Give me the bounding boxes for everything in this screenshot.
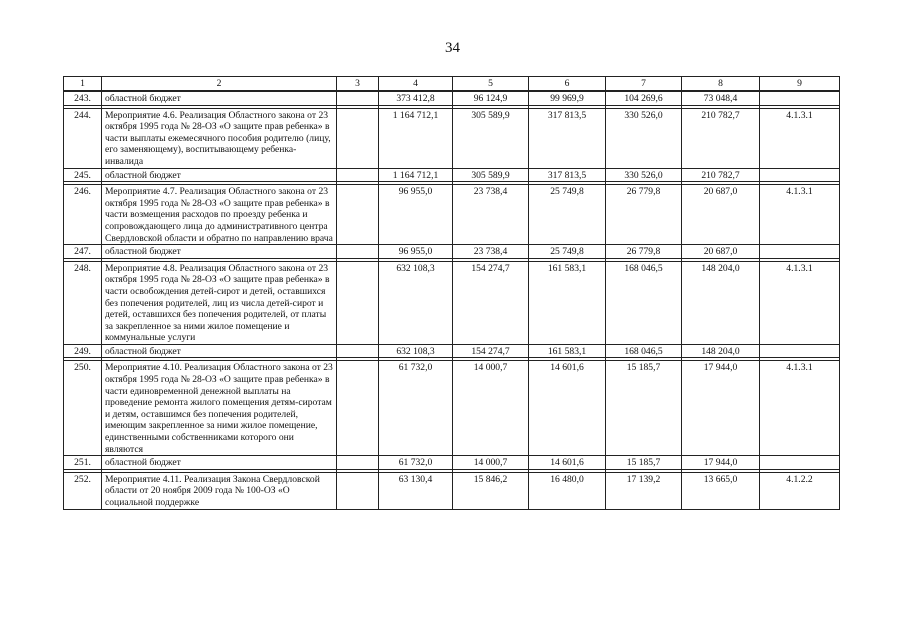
header-cell: 7 — [606, 77, 682, 92]
row-number: 247. — [64, 245, 102, 259]
row-total: 632 108,3 — [379, 344, 453, 358]
row-col3 — [337, 108, 379, 168]
header-cell: 3 — [337, 77, 379, 92]
table-row — [64, 361, 840, 456]
row-value-col5: 14 000,7 — [453, 361, 529, 456]
row-value-col5: 14 000,7 — [453, 456, 529, 470]
row-value-col8: 13 665,0 — [682, 472, 760, 509]
header-cell: 8 — [682, 77, 760, 92]
row-value-col5: 15 846,2 — [453, 472, 529, 509]
row-value-col7: 168 046,5 — [606, 261, 682, 344]
header-cell: 2 — [102, 77, 337, 92]
row-description: областной бюджет — [102, 456, 337, 470]
row-value-col8: 148 204,0 — [682, 261, 760, 344]
header-row — [64, 77, 840, 92]
row-target-code: 4.1.3.1 — [760, 361, 840, 456]
row-number: 252. — [64, 472, 102, 509]
row-total: 61 732,0 — [379, 361, 453, 456]
header-cell: 5 — [453, 77, 529, 92]
row-value-col6: 14 601,6 — [529, 456, 606, 470]
header-cell: 9 — [760, 77, 840, 92]
row-value-col5: 154 274,7 — [453, 344, 529, 358]
row-number: 249. — [64, 344, 102, 358]
row-col3 — [337, 261, 379, 344]
row-col3 — [337, 168, 379, 182]
row-number: 246. — [64, 185, 102, 245]
row-value-col8: 73 048,4 — [682, 91, 760, 105]
row-total: 96 955,0 — [379, 185, 453, 245]
row-total: 61 732,0 — [379, 456, 453, 470]
row-description: Мероприятие 4.7. Реализация Областного закона от 23 октября 1995 года № 28-ОЗ «О защите прав ребенка» в части возмещения расходов по проезду ребенка и сопровождающего лица до административного центра Свердловской области и обратно по направлению врача — [102, 185, 337, 245]
row-col3 — [337, 344, 379, 358]
table-row — [64, 472, 840, 509]
row-target-code: 4.1.2.2 — [760, 472, 840, 509]
row-target-code — [760, 91, 840, 105]
row-total: 632 108,3 — [379, 261, 453, 344]
table-row — [64, 245, 840, 259]
row-value-col6: 25 749,8 — [529, 185, 606, 245]
row-target-code: 4.1.3.1 — [760, 185, 840, 245]
row-value-col8: 210 782,7 — [682, 168, 760, 182]
row-value-col7: 330 526,0 — [606, 168, 682, 182]
row-number: 248. — [64, 261, 102, 344]
row-value-col6: 317 813,5 — [529, 168, 606, 182]
row-col3 — [337, 456, 379, 470]
row-total: 63 130,4 — [379, 472, 453, 509]
row-value-col7: 15 185,7 — [606, 456, 682, 470]
row-col3 — [337, 185, 379, 245]
row-target-code — [760, 456, 840, 470]
row-number: 243. — [64, 91, 102, 105]
row-value-col6: 161 583,1 — [529, 344, 606, 358]
row-value-col6: 317 813,5 — [529, 108, 606, 168]
row-total: 373 412,8 — [379, 91, 453, 105]
row-col3 — [337, 245, 379, 259]
budget-table — [63, 76, 840, 510]
row-description: Мероприятие 4.11. Реализация Закона Свердловской области от 20 ноября 2009 года № 100-ОЗ «О социальной поддержке — [102, 472, 337, 509]
row-value-col7: 17 139,2 — [606, 472, 682, 509]
row-value-col7: 330 526,0 — [606, 108, 682, 168]
header-cell: 1 — [64, 77, 102, 92]
row-target-code — [760, 344, 840, 358]
row-col3 — [337, 91, 379, 105]
row-value-col5: 23 738,4 — [453, 185, 529, 245]
row-value-col7: 26 779,8 — [606, 185, 682, 245]
row-col3 — [337, 361, 379, 456]
row-target-code — [760, 245, 840, 259]
row-description: Мероприятие 4.10. Реализация Областного закона от 23 октября 1995 года № 28-ОЗ «О защите прав ребенка» в части единовременной денежной выплаты на проведение ремонта жилого помещения детям-сиротам и детям, оставшимся без попечения родителей, имеющим закрепленное за ними жилое помещение, единственными собственниками которого они являются — [102, 361, 337, 456]
row-number: 250. — [64, 361, 102, 456]
row-value-col5: 305 589,9 — [453, 108, 529, 168]
row-value-col5: 96 124,9 — [453, 91, 529, 105]
row-description: областной бюджет — [102, 344, 337, 358]
row-number: 251. — [64, 456, 102, 470]
row-target-code: 4.1.3.1 — [760, 108, 840, 168]
table-row — [64, 344, 840, 358]
row-value-col8: 210 782,7 — [682, 108, 760, 168]
row-value-col6: 161 583,1 — [529, 261, 606, 344]
table-row — [64, 91, 840, 105]
row-col3 — [337, 472, 379, 509]
row-description: областной бюджет — [102, 91, 337, 105]
row-total: 96 955,0 — [379, 245, 453, 259]
row-value-col8: 17 944,0 — [682, 456, 760, 470]
row-description: Мероприятие 4.6. Реализация Областного закона от 23 октября 1995 года № 28-ОЗ «О защите прав ребенка» в части выплаты ежемесячного пособия родителю (лицу, его заменяющему), воспитывающему ребенка-инвалида — [102, 108, 337, 168]
page-number: 34 — [445, 40, 460, 56]
header-cell: 4 — [379, 77, 453, 92]
row-total: 1 164 712,1 — [379, 168, 453, 182]
row-target-code — [760, 168, 840, 182]
table-row — [64, 108, 840, 168]
header-cell: 6 — [529, 77, 606, 92]
row-value-col5: 154 274,7 — [453, 261, 529, 344]
row-value-col6: 25 749,8 — [529, 245, 606, 259]
row-value-col6: 16 480,0 — [529, 472, 606, 509]
row-value-col7: 104 269,6 — [606, 91, 682, 105]
row-value-col7: 26 779,8 — [606, 245, 682, 259]
row-value-col8: 17 944,0 — [682, 361, 760, 456]
row-value-col5: 305 589,9 — [453, 168, 529, 182]
row-value-col5: 23 738,4 — [453, 245, 529, 259]
row-total: 1 164 712,1 — [379, 108, 453, 168]
row-number: 245. — [64, 168, 102, 182]
table-row — [64, 168, 840, 182]
row-value-col7: 168 046,5 — [606, 344, 682, 358]
row-number: 244. — [64, 108, 102, 168]
row-value-col8: 20 687,0 — [682, 185, 760, 245]
table-row — [64, 185, 840, 245]
row-description: областной бюджет — [102, 245, 337, 259]
row-value-col8: 20 687,0 — [682, 245, 760, 259]
row-value-col6: 14 601,6 — [529, 361, 606, 456]
row-value-col8: 148 204,0 — [682, 344, 760, 358]
row-value-col6: 99 969,9 — [529, 91, 606, 105]
row-description: Мероприятие 4.8. Реализация Областного закона от 23 октября 1995 года № 28-ОЗ «О защите прав ребенка» в части освобождения детей-сирот и детей, оставшихся без попечения родителей, лиц из числа детей-сирот и детей, оставшихся без попечения родителей, от платы за закрепленное за ними жилое помещение и коммунальные услуги — [102, 261, 337, 344]
table-row — [64, 456, 840, 470]
row-target-code: 4.1.3.1 — [760, 261, 840, 344]
row-value-col7: 15 185,7 — [606, 361, 682, 456]
table-row — [64, 261, 840, 344]
row-description: областной бюджет — [102, 168, 337, 182]
